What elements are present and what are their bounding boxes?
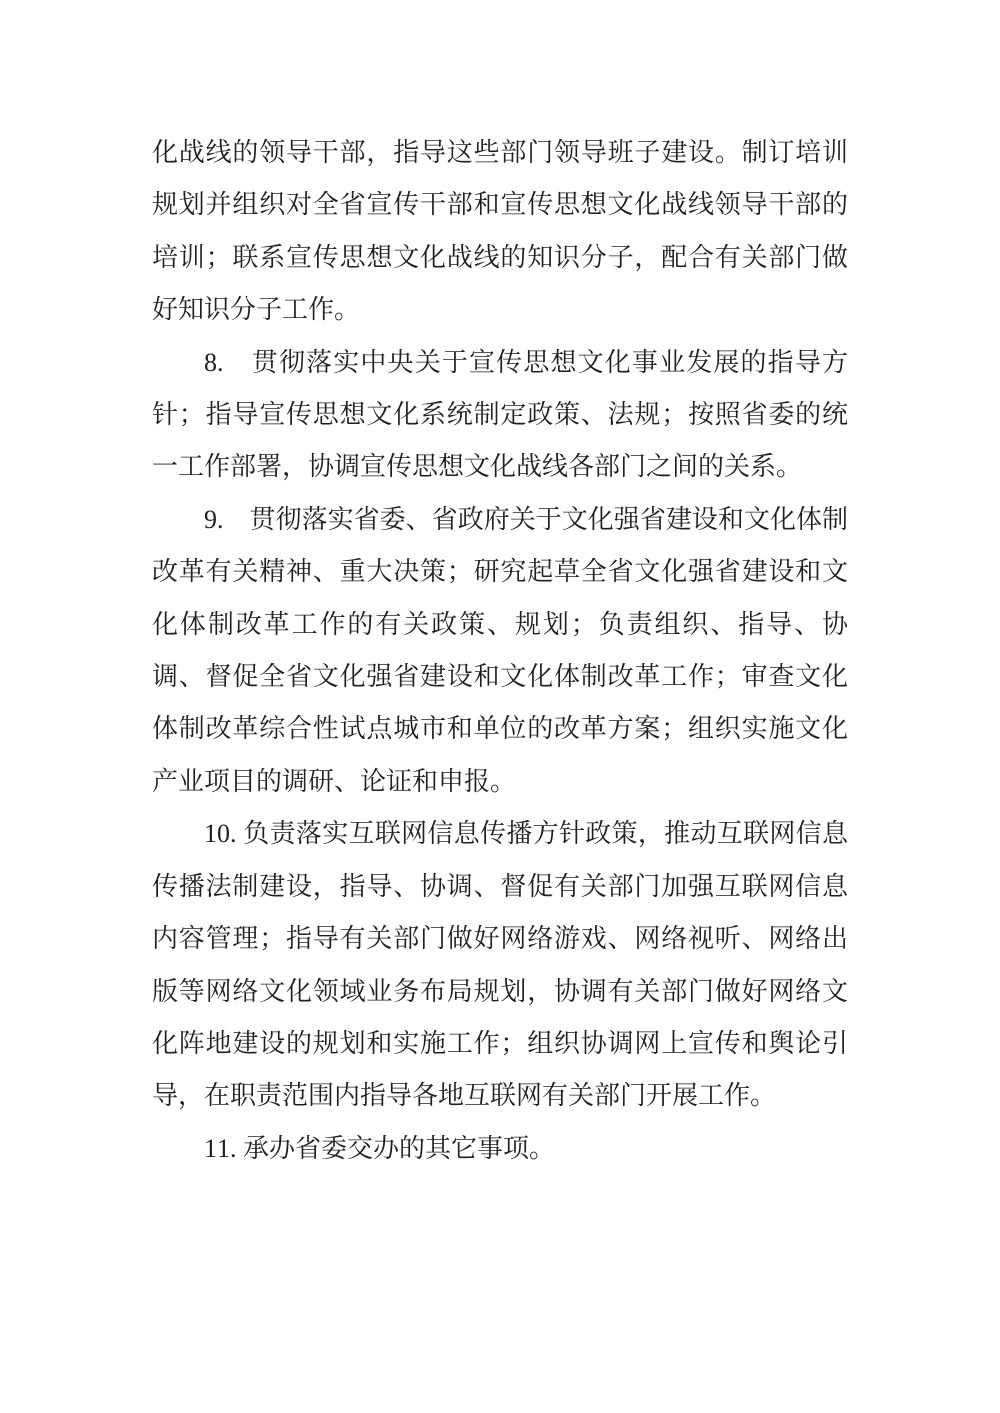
paragraph-item-10: 10. 负责落实互联网信息传播方针政策，推动互联网信息传播法制建设，指导、协调、督促有关部门加强互联网信息内容管理；指导有关部门做好网络游戏、网络视听、网络出版等网络文化领域业务布局规划，协调有关部门做好网络文化阵地建设的规划和实施工作；组织协调网上宣传和舆论引导，在职责范围内指导各地互联网有关部门开展工作。: [152, 819, 848, 1111]
paragraph-continuation: 化战线的领导干部，指导这些部门领导班子建设。制订培训规划并组织对全省宣传干部和宣传思想文化战线领导干部的培训；联系宣传思想文化战线的知识分子，配合有关部门做好知识分子工作。: [152, 138, 848, 325]
paragraph-item-9: 9. 贯彻落实省委、省政府关于文化强省建设和文化体制改革有关精神、重大决策；研究起草全省文化强省建设和文化体制改革工作的有关政策、规划；负责组织、指导、协调、督促全省文化强省建设和文化体制改革工作；审查文化体制改革综合性试点城市和单位的改革方案；组织实施文化产业项目的调研、论证和申报。: [152, 504, 848, 796]
document-body: [152, 127, 848, 1175]
paragraph-item-8: 8. 贯彻落实中央关于宣传思想文化事业发展的指导方针；指导宣传思想文化系统制定政策、法规；按照省委的统一工作部署，协调宣传思想文化战线各部门之间的关系。: [152, 347, 848, 482]
paragraph-item-11: 11. 承办省委交办的其它事项。: [204, 1133, 556, 1163]
